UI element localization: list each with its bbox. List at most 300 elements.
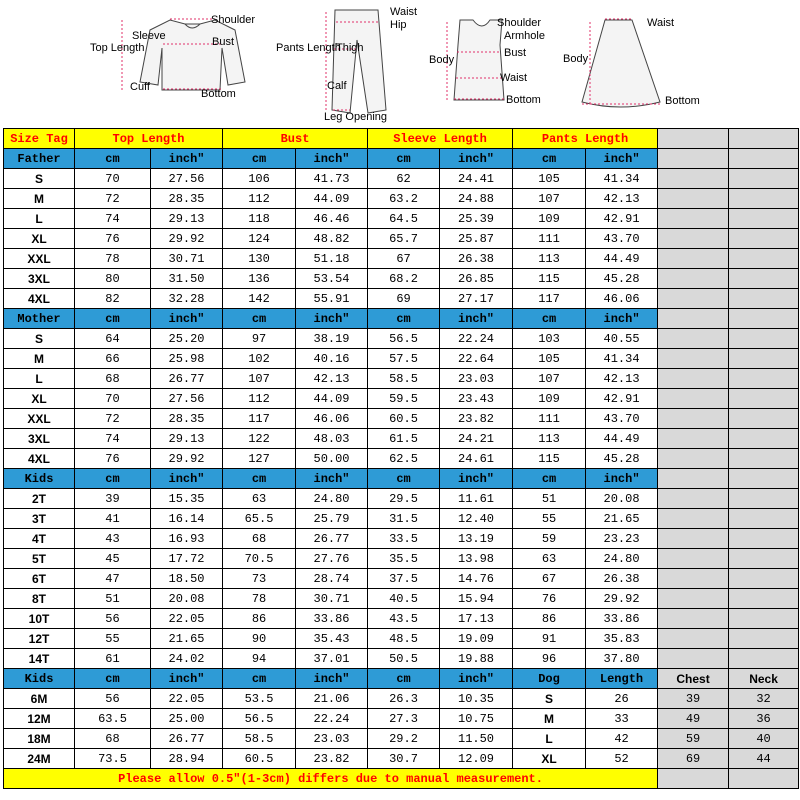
unit-header: cm xyxy=(368,149,440,169)
value-cell: 31.50 xyxy=(151,269,223,289)
value-cell: 56 xyxy=(75,609,151,629)
extra-cell xyxy=(658,569,729,589)
extra-cell xyxy=(729,549,799,569)
pants-sketch-icon xyxy=(332,10,386,113)
value-cell: 26.77 xyxy=(151,369,223,389)
extra-cell xyxy=(729,289,799,309)
value-cell: 41 xyxy=(75,509,151,529)
value-cell: 43.70 xyxy=(586,229,658,249)
value-cell: 29.92 xyxy=(586,589,658,609)
extra-cell xyxy=(729,589,799,609)
label-vest-bottom: Bottom xyxy=(506,94,541,106)
value-cell: 46.06 xyxy=(586,289,658,309)
unit-header: cm xyxy=(513,309,586,329)
value-cell: 29.13 xyxy=(151,429,223,449)
extra-cell xyxy=(729,389,799,409)
extra-cell xyxy=(658,509,729,529)
value-cell: 45.28 xyxy=(586,269,658,289)
measurement-diagrams xyxy=(0,0,800,128)
value-cell: 18.50 xyxy=(151,569,223,589)
size-cell: 4XL xyxy=(4,289,75,309)
size-cell: 10T xyxy=(4,609,75,629)
value-cell: 26.38 xyxy=(586,569,658,589)
table-row xyxy=(4,369,799,389)
value-cell: 59 xyxy=(513,529,586,549)
value-cell: 69 xyxy=(368,289,440,309)
value-cell: 66 xyxy=(75,349,151,369)
extra-cell xyxy=(658,549,729,569)
value-cell: 23.82 xyxy=(440,409,513,429)
label-bust: Bust xyxy=(212,36,235,48)
size-cell: XL xyxy=(4,229,75,249)
value-cell: 29.5 xyxy=(368,489,440,509)
value-cell: 122 xyxy=(223,429,296,449)
header-blank xyxy=(729,129,799,149)
value-cell: 41.34 xyxy=(586,349,658,369)
value-cell: 27.56 xyxy=(151,389,223,409)
value-cell: 43 xyxy=(75,529,151,549)
size-cell: 5T xyxy=(4,549,75,569)
extra-cell xyxy=(658,389,729,409)
extra-header xyxy=(658,469,729,489)
value-cell: 55 xyxy=(513,509,586,529)
value-cell: 46.06 xyxy=(296,409,368,429)
label-pants-length: Pants Length xyxy=(276,42,341,54)
value-cell: 32.28 xyxy=(151,289,223,309)
extra-cell: 69 xyxy=(658,749,729,769)
value-cell: 51 xyxy=(513,489,586,509)
header-top-length: Top Length xyxy=(75,129,223,149)
extra-cell xyxy=(658,429,729,449)
value-cell: 73 xyxy=(223,569,296,589)
value-cell: 24.41 xyxy=(440,169,513,189)
label-vest-waist: Waist xyxy=(500,72,528,84)
value-cell: 56 xyxy=(75,689,151,709)
size-cell: L xyxy=(4,209,75,229)
value-cell: 142 xyxy=(223,289,296,309)
extra-cell xyxy=(658,329,729,349)
size-cell: XXL xyxy=(4,409,75,429)
footer-blank xyxy=(658,769,729,789)
value-cell: 82 xyxy=(75,289,151,309)
value-cell: 25.39 xyxy=(440,209,513,229)
table-row xyxy=(4,189,799,209)
value-cell: XL xyxy=(513,749,586,769)
value-cell: 29.92 xyxy=(151,449,223,469)
value-cell: 25.20 xyxy=(151,329,223,349)
section-row xyxy=(4,469,799,489)
value-cell: 62.5 xyxy=(368,449,440,469)
value-cell: 22.24 xyxy=(440,329,513,349)
value-cell: 68 xyxy=(223,529,296,549)
value-cell: 103 xyxy=(513,329,586,349)
value-cell: 94 xyxy=(223,649,296,669)
extra-cell xyxy=(729,429,799,449)
table-row xyxy=(4,509,799,529)
value-cell: 23.82 xyxy=(296,749,368,769)
extra-cell xyxy=(658,369,729,389)
value-cell: 117 xyxy=(513,289,586,309)
label-shoulder: Shoulder xyxy=(211,14,256,26)
value-cell: 90 xyxy=(223,629,296,649)
extra-cell xyxy=(729,209,799,229)
value-cell: 35.5 xyxy=(368,549,440,569)
skirt-sketch-icon xyxy=(582,20,660,107)
value-cell: 68 xyxy=(75,729,151,749)
value-cell: 106 xyxy=(223,169,296,189)
value-cell: 21.06 xyxy=(296,689,368,709)
value-cell: 91 xyxy=(513,629,586,649)
value-cell: 26.77 xyxy=(151,729,223,749)
value-cell: 33.86 xyxy=(296,609,368,629)
unit-header: inch" xyxy=(296,149,368,169)
unit-header: inch" xyxy=(440,669,513,689)
value-cell: 57.5 xyxy=(368,349,440,369)
value-cell: 63.2 xyxy=(368,189,440,209)
extra-cell xyxy=(729,649,799,669)
value-cell: 26.85 xyxy=(440,269,513,289)
value-cell: 118 xyxy=(223,209,296,229)
footer-note: Please allow 0.5"(1-3cm) differs due to manual measurement. xyxy=(4,769,658,789)
value-cell: 67 xyxy=(513,569,586,589)
value-cell: S xyxy=(513,689,586,709)
value-cell: 70 xyxy=(75,389,151,409)
extra-header xyxy=(658,309,729,329)
extra-cell xyxy=(729,609,799,629)
label-top-length: Top Length xyxy=(90,42,145,54)
unit-header: cm xyxy=(368,309,440,329)
extra-cell xyxy=(658,609,729,629)
value-cell: 45.28 xyxy=(586,449,658,469)
value-cell: 21.65 xyxy=(586,509,658,529)
value-cell: 35.43 xyxy=(296,629,368,649)
extra-cell xyxy=(729,509,799,529)
value-cell: 16.93 xyxy=(151,529,223,549)
label-armhole: Armhole xyxy=(504,30,545,42)
size-cell: XL xyxy=(4,389,75,409)
value-cell: 37.80 xyxy=(586,649,658,669)
extra-cell xyxy=(729,329,799,349)
value-cell: 115 xyxy=(513,449,586,469)
extra-cell xyxy=(729,229,799,249)
value-cell: 14.76 xyxy=(440,569,513,589)
value-cell: 63 xyxy=(513,549,586,569)
value-cell: 60.5 xyxy=(223,749,296,769)
size-cell: 12T xyxy=(4,629,75,649)
value-cell: 96 xyxy=(513,649,586,669)
value-cell: 27.56 xyxy=(151,169,223,189)
table-row xyxy=(4,269,799,289)
value-cell: 76 xyxy=(513,589,586,609)
label-thigh: Thigh xyxy=(336,42,364,54)
value-cell: 60.5 xyxy=(368,409,440,429)
extra-cell xyxy=(729,249,799,269)
table-row xyxy=(4,709,799,729)
value-cell: 70.5 xyxy=(223,549,296,569)
extra-cell xyxy=(658,269,729,289)
value-cell: 37.5 xyxy=(368,569,440,589)
size-cell: 2T xyxy=(4,489,75,509)
unit-header: inch" xyxy=(296,469,368,489)
value-cell: 43.70 xyxy=(586,409,658,429)
value-cell: 111 xyxy=(513,229,586,249)
value-cell: 13.19 xyxy=(440,529,513,549)
value-cell: 112 xyxy=(223,389,296,409)
value-cell: 55 xyxy=(75,629,151,649)
value-cell: 105 xyxy=(513,349,586,369)
extra-cell xyxy=(729,369,799,389)
footer-blank xyxy=(729,769,799,789)
value-cell: 52 xyxy=(586,749,658,769)
value-cell: 30.7 xyxy=(368,749,440,769)
value-cell: 113 xyxy=(513,429,586,449)
size-cell: XXL xyxy=(4,249,75,269)
label-skirt-bottom: Bottom xyxy=(665,95,700,107)
label-vest-body: Body xyxy=(429,54,455,66)
value-cell: 51.18 xyxy=(296,249,368,269)
unit-header: cm xyxy=(75,309,151,329)
value-cell: 41.34 xyxy=(586,169,658,189)
value-cell: 22.24 xyxy=(296,709,368,729)
table-row xyxy=(4,329,799,349)
header-sleeve-length: Sleeve Length xyxy=(368,129,513,149)
value-cell: 63 xyxy=(223,489,296,509)
value-cell: 42.91 xyxy=(586,209,658,229)
unit-header: Length xyxy=(586,669,658,689)
value-cell: 17.13 xyxy=(440,609,513,629)
vest-sketch-icon xyxy=(454,20,504,100)
extra-cell xyxy=(658,449,729,469)
value-cell: 11.50 xyxy=(440,729,513,749)
size-cell: 14T xyxy=(4,649,75,669)
value-cell: 47 xyxy=(75,569,151,589)
value-cell: 22.05 xyxy=(151,689,223,709)
value-cell: M xyxy=(513,709,586,729)
value-cell: 40.55 xyxy=(586,329,658,349)
value-cell: 28.94 xyxy=(151,749,223,769)
value-cell: 26.3 xyxy=(368,689,440,709)
value-cell: 40.16 xyxy=(296,349,368,369)
value-cell: 68.2 xyxy=(368,269,440,289)
value-cell: 111 xyxy=(513,409,586,429)
value-cell: 72 xyxy=(75,409,151,429)
value-cell: 68 xyxy=(75,369,151,389)
value-cell: 33 xyxy=(586,709,658,729)
table-row xyxy=(4,529,799,549)
value-cell: 29.92 xyxy=(151,229,223,249)
size-cell: 12M xyxy=(4,709,75,729)
value-cell: 65.7 xyxy=(368,229,440,249)
unit-header: inch" xyxy=(151,669,223,689)
value-cell: 43.5 xyxy=(368,609,440,629)
value-cell: 10.75 xyxy=(440,709,513,729)
value-cell: 86 xyxy=(223,609,296,629)
label-vest-shoulder: Shoulder xyxy=(497,17,542,29)
extra-cell xyxy=(729,569,799,589)
value-cell: 115 xyxy=(513,269,586,289)
header-bust: Bust xyxy=(223,129,368,149)
label-calf: Calf xyxy=(327,80,347,92)
unit-header: inch" xyxy=(296,669,368,689)
table-row xyxy=(4,549,799,569)
size-cell: 4XL xyxy=(4,449,75,469)
size-cell: S xyxy=(4,329,75,349)
extra-cell xyxy=(658,649,729,669)
table-row xyxy=(4,449,799,469)
unit-header: inch" xyxy=(440,309,513,329)
value-cell: 97 xyxy=(223,329,296,349)
unit-header: inch" xyxy=(296,309,368,329)
table-row xyxy=(4,249,799,269)
value-cell: 130 xyxy=(223,249,296,269)
value-cell: 61.5 xyxy=(368,429,440,449)
section-row xyxy=(4,309,799,329)
value-cell: 30.71 xyxy=(151,249,223,269)
extra-cell xyxy=(729,349,799,369)
unit-header: inch" xyxy=(151,149,223,169)
extra-cell: 39 xyxy=(658,689,729,709)
value-cell: 42 xyxy=(586,729,658,749)
extra-cell xyxy=(658,189,729,209)
extra-cell xyxy=(658,169,729,189)
extra-cell xyxy=(658,629,729,649)
extra-cell: 44 xyxy=(729,749,799,769)
value-cell: 56.5 xyxy=(368,329,440,349)
value-cell: 107 xyxy=(513,189,586,209)
extra-header: Chest xyxy=(658,669,729,689)
extra-cell: 36 xyxy=(729,709,799,729)
value-cell: 58.5 xyxy=(223,729,296,749)
label-leg-opening: Leg Opening xyxy=(324,111,387,123)
value-cell: 70 xyxy=(75,169,151,189)
value-cell: 46.46 xyxy=(296,209,368,229)
unit-header: inch" xyxy=(440,149,513,169)
value-cell: 25.79 xyxy=(296,509,368,529)
value-cell: 30.71 xyxy=(296,589,368,609)
value-cell: 24.80 xyxy=(296,489,368,509)
unit-header: cm xyxy=(368,669,440,689)
header-row xyxy=(4,129,799,149)
value-cell: 23.03 xyxy=(296,729,368,749)
extra-header xyxy=(729,309,799,329)
value-cell: 45 xyxy=(75,549,151,569)
value-cell: 102 xyxy=(223,349,296,369)
value-cell: 33.86 xyxy=(586,609,658,629)
value-cell: 27.76 xyxy=(296,549,368,569)
value-cell: 76 xyxy=(75,229,151,249)
value-cell: 64.5 xyxy=(368,209,440,229)
value-cell: 28.35 xyxy=(151,409,223,429)
extra-header xyxy=(729,149,799,169)
value-cell: 42.13 xyxy=(296,369,368,389)
value-cell: 44.49 xyxy=(586,429,658,449)
value-cell: 15.35 xyxy=(151,489,223,509)
extra-cell xyxy=(658,489,729,509)
value-cell: 113 xyxy=(513,249,586,269)
value-cell: 56.5 xyxy=(223,709,296,729)
value-cell: 40.5 xyxy=(368,589,440,609)
unit-header: inch" xyxy=(151,309,223,329)
value-cell: 23.23 xyxy=(586,529,658,549)
value-cell: 73.5 xyxy=(75,749,151,769)
value-cell: 19.88 xyxy=(440,649,513,669)
unit-header: inch" xyxy=(586,469,658,489)
section-row xyxy=(4,149,799,169)
value-cell: 53.54 xyxy=(296,269,368,289)
extra-header: Neck xyxy=(729,669,799,689)
value-cell: 29.13 xyxy=(151,209,223,229)
section-label: Kids xyxy=(4,669,75,689)
value-cell: 24.61 xyxy=(440,449,513,469)
table-row xyxy=(4,289,799,309)
unit-header: cm xyxy=(223,469,296,489)
extra-cell xyxy=(729,409,799,429)
table-row xyxy=(4,349,799,369)
table-row xyxy=(4,169,799,189)
value-cell: 64 xyxy=(75,329,151,349)
value-cell: 15.94 xyxy=(440,589,513,609)
extra-cell xyxy=(658,589,729,609)
value-cell: 28.74 xyxy=(296,569,368,589)
extra-cell xyxy=(729,489,799,509)
value-cell: 136 xyxy=(223,269,296,289)
value-cell: 16.14 xyxy=(151,509,223,529)
value-cell: 44.09 xyxy=(296,189,368,209)
unit-header: inch" xyxy=(151,469,223,489)
value-cell: 42.13 xyxy=(586,189,658,209)
value-cell: 20.08 xyxy=(151,589,223,609)
value-cell: 33.5 xyxy=(368,529,440,549)
unit-header: cm xyxy=(513,469,586,489)
extra-cell xyxy=(729,169,799,189)
size-cell: 3XL xyxy=(4,269,75,289)
value-cell: 51 xyxy=(75,589,151,609)
value-cell: 124 xyxy=(223,229,296,249)
extra-cell xyxy=(658,409,729,429)
extra-cell: 49 xyxy=(658,709,729,729)
table-row xyxy=(4,589,799,609)
table-row xyxy=(4,609,799,629)
size-cell: 6T xyxy=(4,569,75,589)
label-hip: Hip xyxy=(390,19,407,31)
section-label: Kids xyxy=(4,469,75,489)
table-row xyxy=(4,649,799,669)
value-cell: 26.38 xyxy=(440,249,513,269)
value-cell: 17.72 xyxy=(151,549,223,569)
size-table-body xyxy=(4,129,799,789)
unit-header: cm xyxy=(75,669,151,689)
value-cell: 37.01 xyxy=(296,649,368,669)
size-cell: 8T xyxy=(4,589,75,609)
value-cell: 76 xyxy=(75,449,151,469)
footer-row xyxy=(4,769,799,789)
section-row xyxy=(4,669,799,689)
size-cell: M xyxy=(4,349,75,369)
value-cell: 105 xyxy=(513,169,586,189)
unit-header: cm xyxy=(513,149,586,169)
extra-cell xyxy=(658,289,729,309)
value-cell: 42.91 xyxy=(586,389,658,409)
value-cell: 21.65 xyxy=(151,629,223,649)
value-cell: 67 xyxy=(368,249,440,269)
value-cell: 58.5 xyxy=(368,369,440,389)
unit-header: cm xyxy=(75,149,151,169)
value-cell: 55.91 xyxy=(296,289,368,309)
extra-cell xyxy=(658,349,729,369)
value-cell: 72 xyxy=(75,189,151,209)
value-cell: 62 xyxy=(368,169,440,189)
table-row xyxy=(4,489,799,509)
